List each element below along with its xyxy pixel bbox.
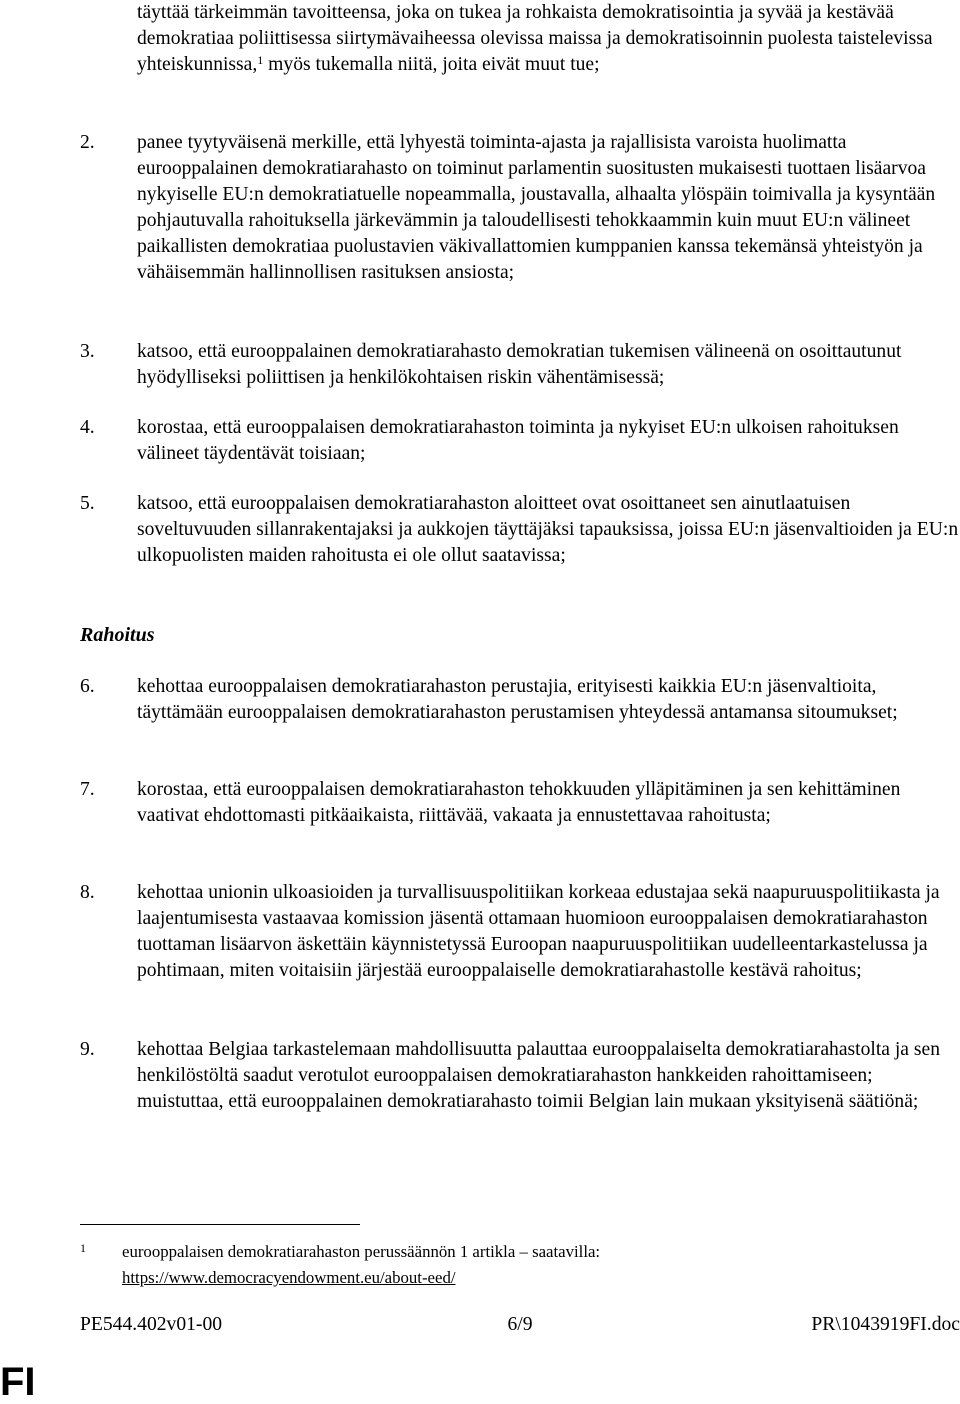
footer-doc-name: PR\1043919FI.doc: [811, 1314, 960, 1335]
paragraph-number-4: 4.: [80, 417, 95, 438]
paragraph-number-9: 9.: [80, 1039, 95, 1060]
paragraph-number-6: 6.: [80, 676, 95, 697]
paragraph-4: korostaa, että eurooppalaisen demokratiarahaston toiminta ja nykyiset EU:n ulkoisen rahoituksen välineet täydentävät toisiaan;: [137, 417, 899, 464]
paragraph-8: kehottaa unionin ulkoasioiden ja turvallisuuspolitiikan korkeaa edustajaa sekä naapuruuspolitiikasta ja laajentumisesta vastaavaa komission jäsentä ottamaan huomioon eurooppalaisen demokratiarahaston tuottaman lisäarvon äskettäin käynnistetyssä Euroopan naapuruuspolitiikan uudelleentarkastelussa ja pohtimaan, miten voitaisiin järjestää eurooppalaiselle demokratiarahastolle kestävä rahoitus;: [137, 882, 940, 981]
intro-paragraph: [137, 0, 960, 78]
paragraph-number-8: 8.: [80, 882, 95, 903]
footnote-separator: [80, 1224, 360, 1225]
paragraph-number-5: 5.: [80, 493, 95, 514]
paragraph-7: korostaa, että eurooppalaisen demokratiarahaston tehokkuuden ylläpitäminen ja sen kehittäminen vaativat ehdottomasti pitkäaikaista, riittävää, vakaata ja ennustettavaa rahoitusta;: [137, 779, 901, 826]
paragraph-9: kehottaa Belgiaa tarkastelemaan mahdollisuutta palauttaa eurooppalaiselta demokratiarahastolta ja sen henkilöstöltä saadut verotulot eurooppalaisen demokratiarahaston hankkeiden rahoittamiseen; muistuttaa, että eurooppalainen demokratiarahasto toimii Belgian lain mukaan yksityisenä säätiönä;: [137, 1039, 941, 1112]
paragraph-number-7: 7.: [80, 779, 95, 800]
section-heading-rahoitus: Rahoitus: [80, 624, 155, 646]
footnote-reference[interactable]: 1: [257, 53, 264, 67]
paragraph-6: kehottaa eurooppalaisen demokratiarahaston perustajia, erityisesti kaikkia EU:n jäsenvaltioita, täyttämään eurooppalaisen demokratiarahaston perustamisen yhteydessä antamansa sitoumukset;: [137, 676, 898, 723]
paragraph-5: katsoo, että eurooppalaisen demokratiarahaston aloitteet ovat osoittaneet sen ainutlaatuisen soveltuvuuden sillanrakentajaksi ja aukkojen täyttäjäksi tapauksissa, joissa EU:n jäsenvaltioiden ja EU:n ulkopuolisten maiden rahoitusta ei ole ollut saatavissa;: [137, 493, 959, 566]
footnote-text: eurooppalaisen demokratiarahaston perussäännön 1 artikla – saatavilla:: [122, 1242, 601, 1261]
paragraph-number-3: 3.: [80, 341, 95, 362]
footnote-number: 1: [80, 1241, 86, 1255]
paragraph-3: katsoo, että eurooppalainen demokratiarahasto demokratian tukemisen välineenä on osoittautunut hyödylliseksi poliittisen ja henkilökohtaisen riskin vähentämisessä;: [137, 341, 902, 388]
paragraph-number-2: 2.: [80, 132, 95, 153]
intro-text: täyttää tärkeimmän tavoitteensa, joka on tukea ja rohkaista demokratisointia ja syvää ja kestävää demokratiaa poliittisessa siirtymävaiheessa olevissa maissa ja demokratisoinnin puolesta taistelevissa yhteiskunnissa,: [137, 2, 933, 75]
paragraph-2: panee tyytyväisenä merkille, että lyhyestä toiminta-ajasta ja rajallisista varoista huolimatta eurooppalainen demokratiarahasto on toiminut parlamentin suositusten mukaisesti tuottaen lisäarvoa nykyiselle EU:n demokratiatuelle nopeammalla, joustavalla, alhaalta ylöspäin toimivalla ja kysyntään pohjautuvalla rahoituksella järkevämmin ja taloudellisesti tehokkaammin kuin muut EU:n välineet paikallisten demokratiaa puolustavien väkivallattomien kumppanien kanssa tekemänsä yhteistyön ja vähäisemmän hallinnollisen rasituksen ansiosta;: [137, 132, 936, 283]
footer-document-ref: PE544.402v01-00: [80, 1314, 223, 1335]
language-code: FI: [0, 1360, 36, 1404]
footnote-link[interactable]: https://www.democracyendowment.eu/about-eed/: [122, 1268, 456, 1287]
footer-page-number: 6/9: [507, 1314, 533, 1335]
intro-text-end: myös tukemalla niitä, joita eivät muut tue;: [263, 54, 600, 75]
